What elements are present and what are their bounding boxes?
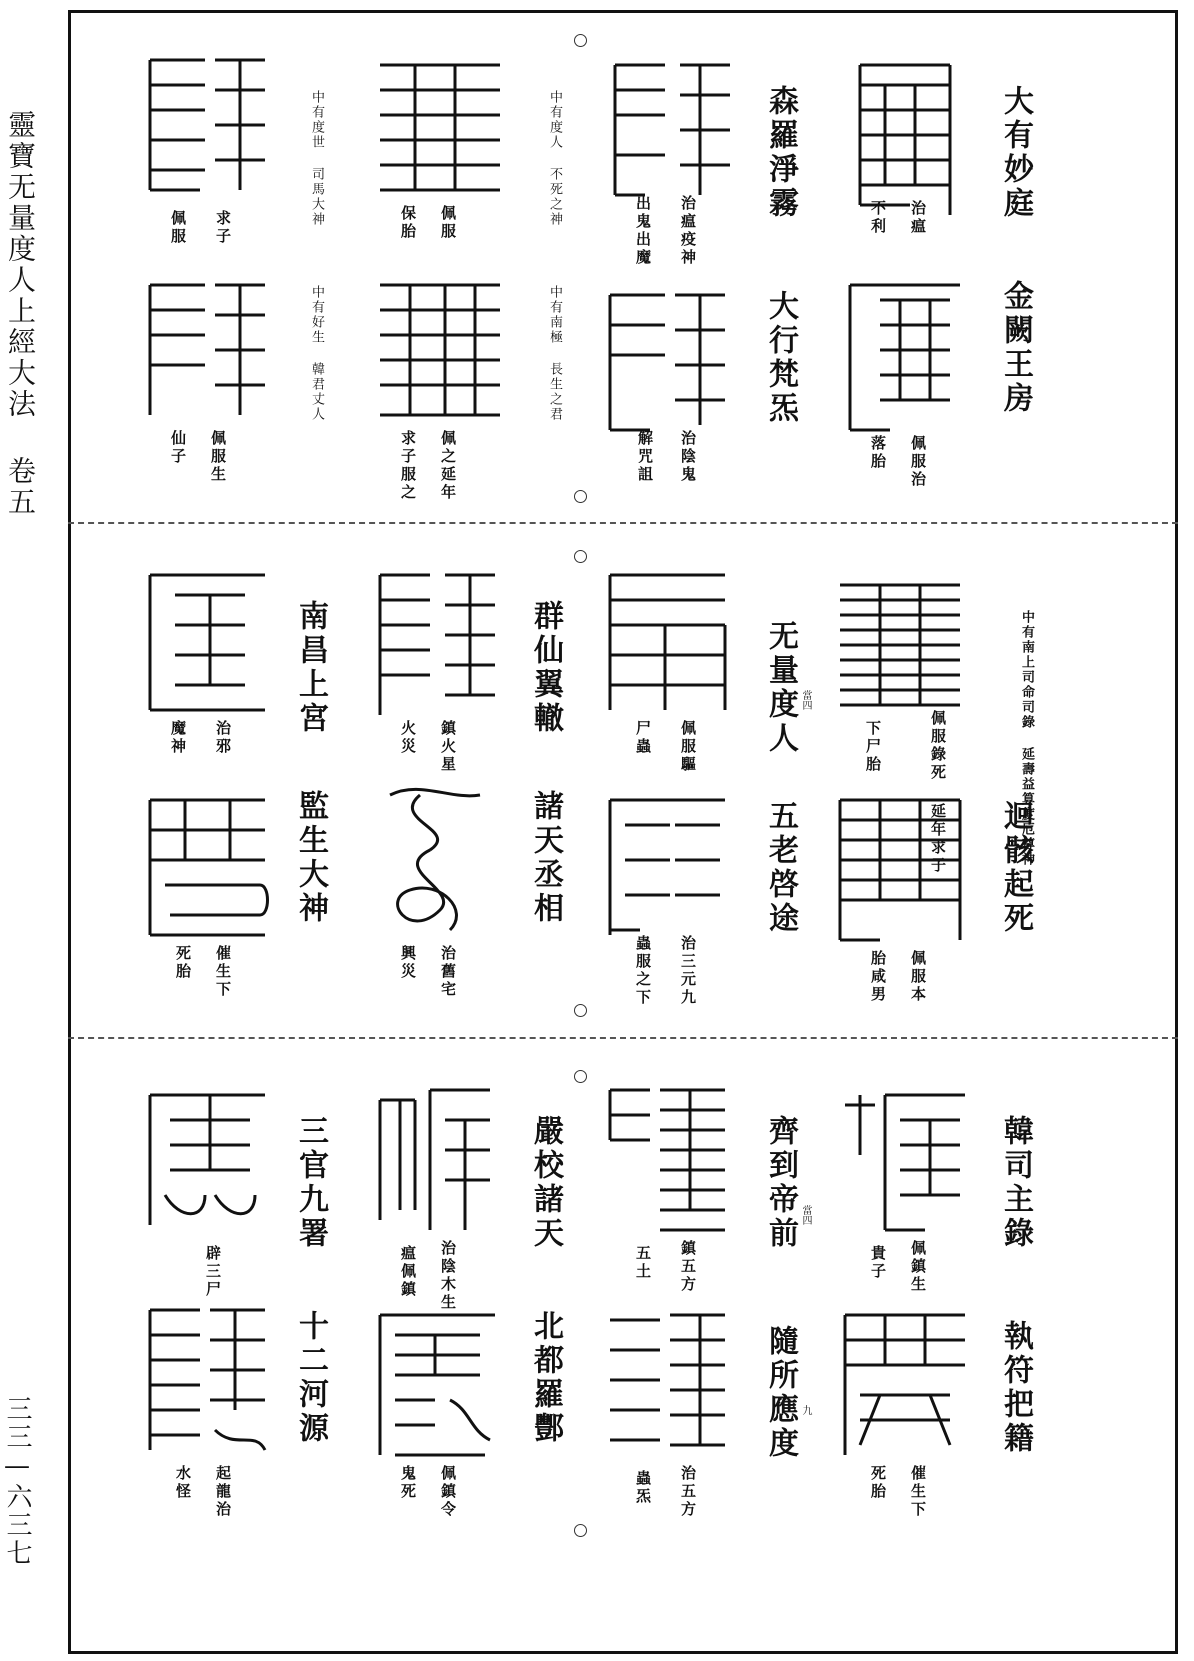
talisman-note: 出鬼出魔 — [634, 195, 652, 267]
talisman-seal — [840, 1085, 970, 1235]
talisman-seal — [375, 1080, 500, 1235]
talisman-note: 佩服生 — [209, 430, 227, 484]
talisman-heading: 執符把籍 — [998, 1320, 1033, 1456]
talisman-seal — [375, 275, 505, 425]
talisman-heading: 諸天丞相 — [528, 790, 563, 926]
binding-hole — [574, 490, 587, 503]
talisman-note: 佩服治 — [909, 435, 927, 489]
talisman-note: 治瘟疫神 — [679, 195, 697, 267]
talisman-heading: 五老啓途 — [763, 800, 798, 936]
talisman-note: 佩服錄死 延年求子 — [929, 710, 947, 875]
talisman-note: 辟三尸 — [204, 1245, 222, 1299]
talisman-heading: 嚴校諸天 — [528, 1115, 563, 1251]
talisman-seal — [605, 790, 730, 940]
talisman-heading: 中有好生 韓君丈人 — [309, 285, 324, 422]
talisman-note: 治舊宅 — [439, 945, 457, 999]
talisman-seal — [605, 285, 730, 435]
talisman-heading: 大有妙庭 — [998, 85, 1033, 221]
talisman-heading: 十二河源 — [293, 1310, 328, 1446]
talisman-note: 尸蟲 — [634, 720, 652, 756]
talisman-note: 魔神 — [169, 720, 187, 756]
talisman-heading: 三官九署 — [293, 1115, 328, 1251]
talisman-heading: 韓司主錄 — [998, 1115, 1033, 1251]
talisman-note: 興災 — [399, 945, 417, 981]
talisman-heading: 大行梵炁 — [763, 290, 798, 426]
talisman-heading: 森羅淨霧 — [763, 85, 798, 221]
talisman-note: 佩之延年 — [439, 430, 457, 502]
talisman-note: 催生下 — [214, 945, 232, 999]
talisman-note: 死胎 — [869, 1465, 887, 1501]
talisman-heading: 中有度人 不死之神 — [547, 90, 562, 227]
talisman-heading: 无量度人 — [763, 620, 798, 756]
talisman-note: 起龍治 — [214, 1465, 232, 1519]
talisman-seal — [375, 565, 500, 720]
talisman-note: 水怪 — [174, 1465, 192, 1501]
talisman-note: 佩服 — [439, 205, 457, 241]
talisman-heading: 監生大神 — [293, 790, 328, 926]
section-divider — [68, 1037, 1178, 1039]
talisman-seal — [145, 790, 270, 940]
talisman-note: 治三元九 — [679, 935, 697, 1007]
talisman-note: 鎮五方 — [679, 1240, 697, 1294]
side-note: 當四 — [800, 690, 811, 710]
talisman-note: 治五方 — [679, 1465, 697, 1519]
binding-hole — [574, 1524, 587, 1537]
talisman-note: 落胎 — [869, 435, 887, 471]
talisman-note: 治陰鬼 — [679, 430, 697, 484]
talisman-note: 治陰木生 — [439, 1240, 457, 1312]
talisman-note: 治瘟 — [909, 200, 927, 236]
talisman-note: 鬼死 — [399, 1465, 417, 1501]
binding-hole — [574, 1070, 587, 1083]
book-title: 靈寶无量度人上經大法 卷五 — [4, 110, 37, 518]
side-note: 九 — [800, 1405, 811, 1415]
talisman-heading: 中有度世 司馬大神 — [309, 90, 324, 227]
binding-hole — [574, 34, 587, 47]
talisman-note: 佩服驅 — [679, 720, 697, 774]
talisman-seal — [840, 1305, 970, 1460]
talisman-note: 催生下 — [909, 1465, 927, 1519]
talisman-note: 瘟佩鎮 — [399, 1245, 417, 1299]
talisman-heading: 金闕王房 — [998, 280, 1033, 416]
talisman-note: 求子 — [214, 210, 232, 246]
talisman-note: 不利 — [869, 200, 887, 236]
talisman-heading: 群仙翼轍 — [528, 600, 563, 736]
talisman-seal — [610, 55, 735, 205]
talisman-heading: 南昌上宮 — [293, 600, 328, 736]
talisman-heading: 中有南上司命司錄 延壽益算度厄尊神 — [1019, 610, 1034, 867]
talisman-seal — [145, 1300, 270, 1460]
talisman-seal — [835, 790, 965, 945]
talisman-seal — [380, 780, 495, 940]
talisman-heading: 迴骸起死 — [998, 800, 1033, 936]
talisman-note: 死胎 — [174, 945, 192, 981]
binding-hole — [574, 550, 587, 563]
talisman-note: 保胎 — [399, 205, 417, 241]
talisman-seal — [145, 50, 270, 200]
talisman-seal — [605, 1305, 730, 1455]
talisman-note: 五土 — [634, 1245, 652, 1281]
talisman-note: 佩鎮令 — [439, 1465, 457, 1519]
talisman-seal — [840, 55, 970, 215]
section-divider — [68, 522, 1178, 524]
talisman-note: 火災 — [399, 720, 417, 756]
side-note: 當四 — [800, 1205, 811, 1225]
talisman-note: 蟲服之下 — [634, 935, 652, 1007]
talisman-seal — [145, 565, 270, 715]
talisman-seal — [605, 565, 730, 715]
talisman-seal — [835, 575, 965, 725]
talisman-heading: 齊到帝前 — [763, 1115, 798, 1251]
talisman-note: 佩服本 — [909, 950, 927, 1004]
talisman-seal — [840, 275, 970, 435]
talisman-note: 解咒詛 — [636, 430, 654, 484]
talisman-note: 貴子 — [869, 1245, 887, 1281]
talisman-heading: 隨所應度 — [763, 1325, 798, 1461]
talisman-note: 鎮火星 — [439, 720, 457, 774]
talisman-note: 佩服 — [169, 210, 187, 246]
talisman-note: 胎咸男 — [869, 950, 887, 1004]
talisman-note: 蟲炁 — [634, 1470, 652, 1506]
talisman-seal — [375, 1305, 500, 1460]
talisman-seal — [145, 1080, 270, 1235]
talisman-note: 下尸胎 — [864, 720, 882, 774]
talisman-note: 仙子 — [169, 430, 187, 466]
talisman-note: 佩鎮生 — [909, 1240, 927, 1294]
talisman-note: 治邪 — [214, 720, 232, 756]
talisman-seal — [145, 275, 270, 425]
talisman-seal — [605, 1080, 730, 1235]
talisman-heading: 中有南極 長生之君 — [547, 285, 562, 422]
talisman-note: 求子服之 — [399, 430, 417, 502]
talisman-heading: 北都羅酆 — [528, 1310, 563, 1446]
talisman-seal — [375, 55, 505, 200]
binding-hole — [574, 1004, 587, 1017]
page-number: 三三—六三七 — [2, 1395, 32, 1567]
